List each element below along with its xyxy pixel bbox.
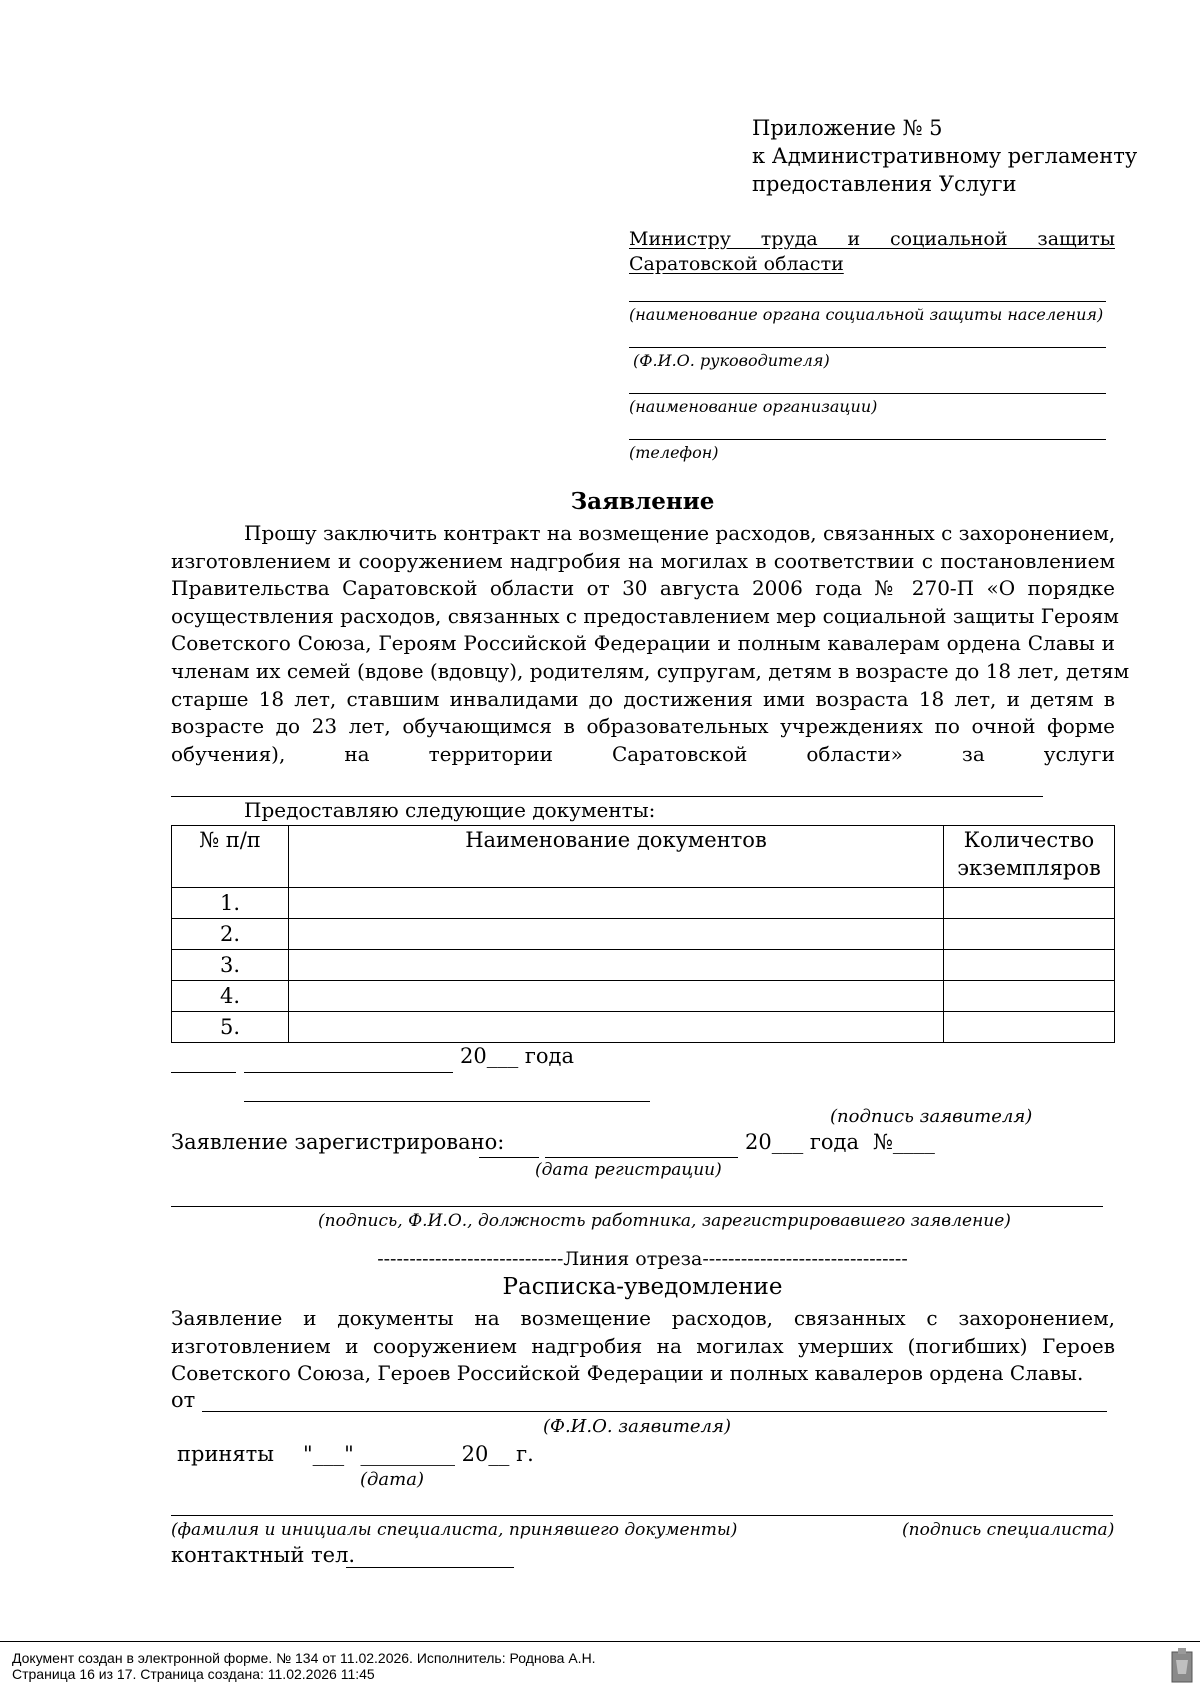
body-line: Советского Союза, Героям Российской Федерации и полным кавалерам ордена Славы и [171,631,1115,656]
receipt-body [171,1305,1115,1388]
appendix-number: Приложение № 5 [752,116,943,140]
footer-line-2: Страница 16 из 17. Страница создана: 11.02.2026 11:45 [12,1666,375,1682]
receipt-line: изготовлением и сооружением надгробия на могилах умерших (погибших) Героев [171,1333,1115,1358]
row-copies-cell[interactable] [944,1012,1115,1043]
hint-organization: (наименование организации) [629,397,878,416]
addressee-line-2: Саратовской области [629,253,844,275]
receipt-line: Советского Союза, Героев Российской Федерации и полных кавалеров ордена Славы. [171,1361,1084,1386]
body-line: возрасте до 23 лет, обучающимся в образовательных учреждениях по очной форме [171,714,1115,739]
applicant-name-field[interactable] [202,1411,1107,1412]
specialist-signature-hint: (подпись специалиста) [902,1520,1115,1540]
row-document-cell[interactable] [289,1012,944,1043]
body-line: членам их семей (вдове (вдовцу), родителям, супругам, детям в возрасте до 18 лет, детям [171,658,1130,683]
cut-line: -----------------------------Линия отреза-------------------------------- [377,1248,908,1270]
appendix-service: предоставления Услуги [752,172,1017,196]
application-body [171,520,1130,768]
contact-label: контактный тел. [171,1543,356,1567]
hint-organ: (наименование органа социальной защиты населения) [629,305,1104,324]
body-line: старше 18 лет, ставшим инвалидами до достижения ими возраста 18 лет, и детям в [171,686,1115,711]
registered-month-field[interactable] [545,1157,738,1158]
row-copies-cell[interactable] [944,919,1115,950]
registration-date-hint: (дата регистрации) [535,1160,722,1180]
documents-table [171,825,1115,1043]
row-number: 3. [172,950,289,981]
appendix-regulation: к Административному регламенту [752,144,1138,168]
row-number: 5. [172,1012,289,1043]
body-line: обучения), на территории Саратовской области» за услуги [171,741,1115,766]
receipt-line: Заявление и документы на возмещение расходов, связанных с захоронением, [171,1306,1115,1330]
row-copies-cell[interactable] [944,981,1115,1012]
table-row [172,919,1115,950]
row-document-cell[interactable] [289,888,944,919]
worker-hint: (подпись, Ф.И.О., должность работника, зарегистрировавшего заявление) [318,1211,1011,1231]
table-row [172,888,1115,919]
date-hint: (дата) [360,1469,424,1490]
table-row [172,1012,1115,1043]
date-day-field[interactable] [171,1072,236,1073]
row-copies-cell[interactable] [944,950,1115,981]
registered-label: Заявление зарегистрировано: [171,1130,505,1154]
accepted-date: "___" _________ 20__ г. [303,1442,534,1466]
row-document-cell[interactable] [289,919,944,950]
header-document-name: Наименование документов [289,826,944,888]
body-line: изготовлением и сооружением надгробия на могилах в соответствии с постановлением [171,548,1115,573]
addressee-field-organization[interactable] [629,393,1106,394]
body-line: Правительства Саратовской области от 30 августа 2006 года № 270-П «О порядке [171,576,1115,601]
specialist-field[interactable] [171,1515,1113,1516]
addressee-block [629,227,1115,277]
table-header-row [172,826,1115,888]
row-document-cell[interactable] [289,950,944,981]
specialist-hint: (фамилия и инициалы специалиста, принявшего документы) [171,1520,738,1540]
row-number: 2. [172,919,289,950]
addressee-line-1: Министру труда и социальной защиты [629,228,1115,250]
receipt-title: Расписка-уведомление [502,1274,783,1300]
applicant-hint: (Ф.И.О. заявителя) [543,1416,731,1437]
addressee-field-head[interactable] [629,347,1106,348]
from-label: от [171,1388,196,1412]
header-copies: Количество экземпляров [944,826,1115,888]
row-number: 4. [172,981,289,1012]
applicant-signature-field[interactable] [244,1101,650,1102]
hint-head: (Ф.И.О. руководителя) [633,351,830,370]
body-line: осуществления расходов, связанных с предоставлением мер социальной защиты Героям [171,603,1119,628]
table-row [172,950,1115,981]
addressee-field-organ[interactable] [629,301,1106,302]
registered-day-field[interactable] [479,1157,539,1158]
registered-year: 20___ года [745,1130,859,1154]
footer [12,1650,596,1682]
row-number: 1. [172,888,289,919]
body-line: Прошу заключить контракт на возмещение расходов, связанных с захоронением, [244,521,1116,545]
services-field[interactable] [171,796,1043,797]
signature-hint: (подпись заявителя) [830,1106,1033,1127]
emblem-icon [1171,1648,1193,1684]
accepted-label: приняты [177,1442,275,1466]
addressee-field-phone[interactable] [629,439,1106,440]
registered-number: №____ [873,1130,935,1154]
documents-intro: Предоставляю следующие документы: [244,798,656,822]
contact-phone-field[interactable] [346,1567,514,1568]
date-month-field[interactable] [244,1072,453,1073]
application-title: Заявление [570,488,715,515]
footer-line-1: Документ создан в электронной форме. № 134 от 11.02.2026. Исполнитель: Роднова А.Н. [12,1650,596,1666]
row-document-cell[interactable] [289,981,944,1012]
worker-field[interactable] [171,1206,1103,1207]
appendix-header [752,114,1137,198]
header-number: № п/п [172,826,289,888]
hint-phone: (телефон) [629,443,719,462]
table-row [172,981,1115,1012]
footer-divider [0,1641,1200,1642]
date-year: 20___ года [460,1044,574,1068]
row-copies-cell[interactable] [944,888,1115,919]
